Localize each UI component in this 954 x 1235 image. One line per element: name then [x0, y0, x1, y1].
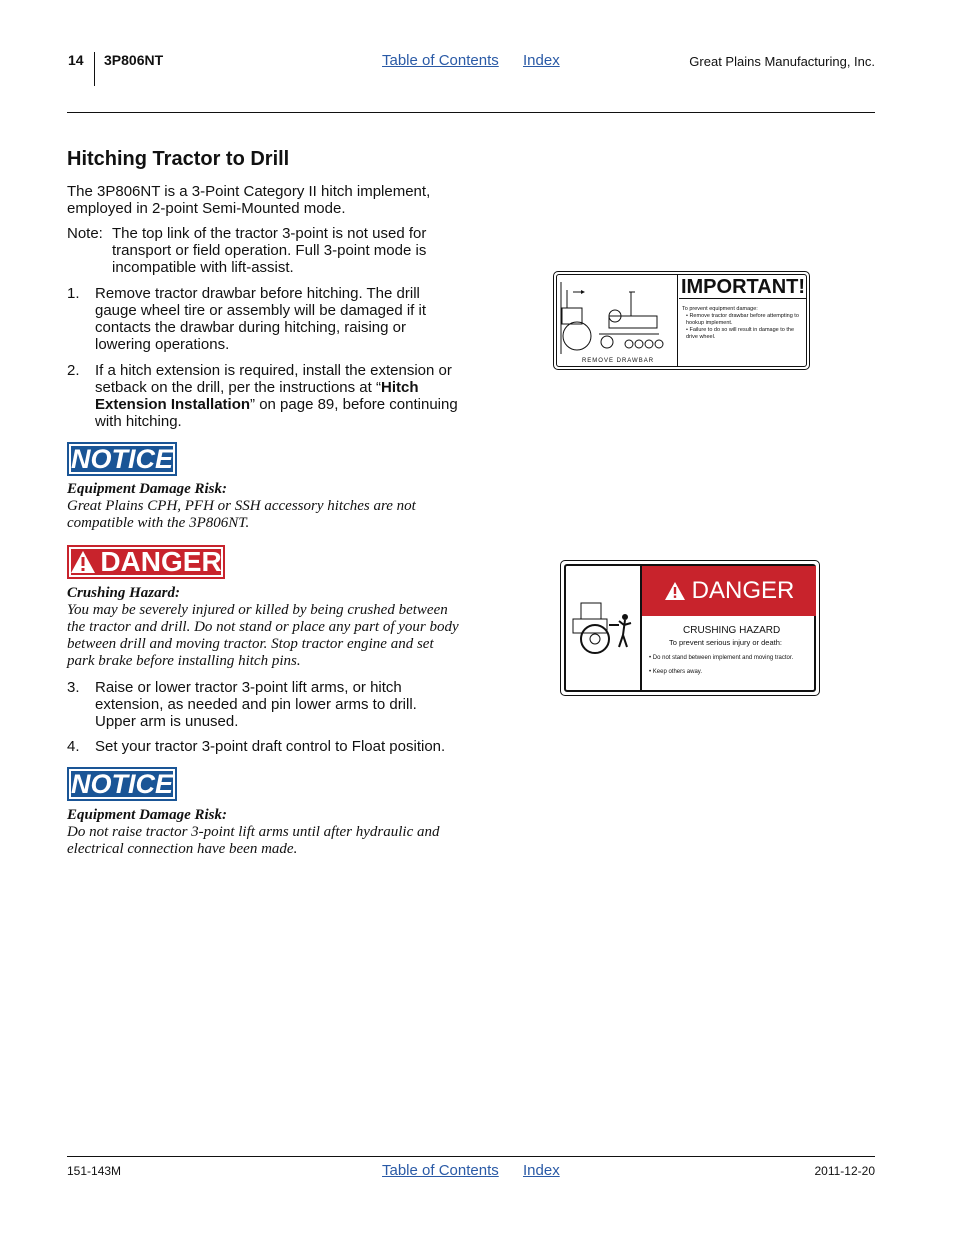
danger-badge: DANGER — [67, 545, 225, 579]
decal-title: DANGER — [691, 577, 795, 604]
revision-date: 2011-12-20 — [814, 1164, 875, 1178]
cross-reference: Hitch Extension Installation — [95, 379, 419, 413]
warning-triangle-icon — [664, 581, 686, 601]
footer-rule — [67, 1156, 875, 1157]
notice-text: Great Plains CPH, PFH or SSH accessory hitches are not compatible with the 3P806NT. — [67, 498, 416, 531]
step-text: Set your tractor 3-point draft control to Float position. — [95, 738, 446, 755]
model-name: 3P806NT — [104, 52, 164, 68]
decal-text: To prevent equipment damage: • Remove tractor drawbar before attempting to hookup implement. • Failure to do so will result in damage to the drive wheel. — [682, 306, 799, 340]
step-number: 3. — [67, 679, 80, 696]
step-number: 4. — [67, 738, 80, 755]
notice-message — [67, 481, 462, 532]
danger-decal — [560, 560, 820, 696]
important-decal — [553, 271, 810, 370]
company-name: Great Plains Manufacturing, Inc. — [689, 54, 875, 69]
warning-triangle-icon — [70, 550, 96, 574]
document-id: 151-143M — [67, 1164, 122, 1178]
drill-hitch-illustration — [559, 278, 675, 358]
decal-subheading: To prevent serious injury or death: — [669, 638, 782, 647]
decal-bullet: • Do not stand between implement and moving tractor. — [649, 655, 794, 661]
notice-message — [67, 807, 462, 858]
notice-heading: Equipment Damage Risk: — [67, 807, 228, 823]
decal-bullet: • Keep others away. — [649, 669, 703, 675]
header-rule — [67, 112, 875, 113]
decal-caption: REMOVE DRAWBAR — [581, 358, 655, 364]
note-label: Note: — [67, 225, 103, 242]
step-number: 2. — [67, 362, 80, 379]
header-toc-link[interactable]: Table of Contents — [382, 52, 499, 69]
header-divider — [94, 52, 95, 86]
danger-heading: Crushing Hazard: — [67, 585, 180, 601]
notice-badge: NOTICE — [67, 767, 177, 801]
decal-danger-header — [642, 566, 816, 616]
step-text: Raise or lower tractor 3-point lift arms, or hitch extension, as needed and pin lower arms to drill. Upper arm is unused. — [95, 679, 417, 730]
step-text: Remove tractor drawbar before hitching. The drill gauge wheel tire or assembly will be damaged if it contacts the drawbar during hitching, raising or lowering operations. — [95, 285, 427, 353]
decal-heading: CRUSHING HAZARD — [683, 625, 781, 636]
notice-text: Do not raise tractor 3-point lift arms until after hydraulic and electrical connection have been made. — [67, 824, 440, 857]
header-index-link[interactable]: Index — [523, 52, 560, 69]
step-text: If a hitch extension is required, install the extension or setback on the drill, per the instructions at “Hitch Extension Installation” on page 89, before continuing with hitching. — [95, 362, 458, 430]
notice-badge: NOTICE — [67, 442, 177, 476]
crushing-hazard-illustration — [569, 595, 637, 659]
note-text: The top link of the tractor 3-point is not used for transport or field operation. Full 3-point mode is incompatible with lift-assist. — [112, 225, 427, 276]
danger-message — [67, 585, 462, 670]
footer-toc-link[interactable]: Table of Contents — [382, 1162, 499, 1179]
decal-title: IMPORTANT! — [680, 276, 806, 298]
step-number: 1. — [67, 285, 80, 302]
footer-index-link[interactable]: Index — [523, 1162, 560, 1179]
danger-text: You may be severely injured or killed by being crushed between the tractor and drill. Do not stand or place any part of your body between drill and moving tractor. Stop tractor engine and set park brake before installing hitch pins. — [67, 602, 459, 669]
page-number: 14 — [68, 52, 84, 68]
intro-paragraph: The 3P806NT is a 3-Point Category II hitch implement, employed in 2-point Semi-Mounted mode. — [67, 183, 431, 217]
section-title: Hitching Tractor to Drill — [67, 148, 290, 170]
notice-heading: Equipment Damage Risk: — [67, 481, 228, 497]
